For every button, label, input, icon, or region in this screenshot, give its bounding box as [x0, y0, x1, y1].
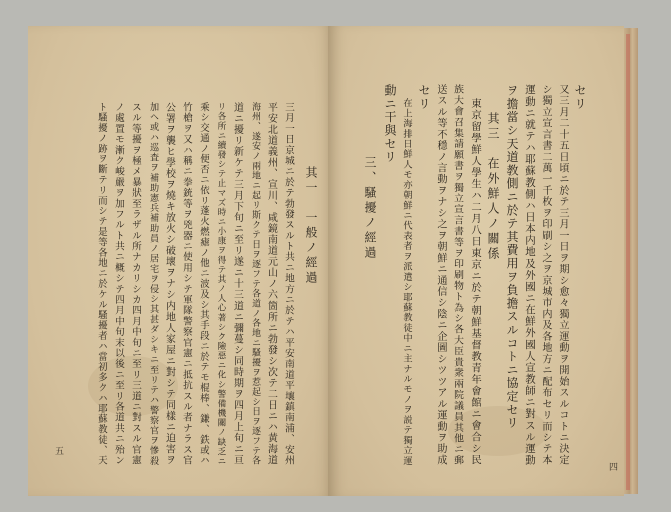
text-column: 竹槍ヲ又ハ稱ニ拳銃等ヲ兇器ニ使用シテ軍隊警察官憲ニ抵抗スル者ナラス官 — [181, 102, 192, 466]
left-page-number: 五 — [53, 446, 63, 455]
text-column: ヲ擔當シ天道教側ニ於テ其費用ヲ負擔スルコトニ協定セリ — [505, 84, 519, 430]
section-heading: 其三 在外鮮人ノ關係 — [486, 112, 500, 262]
text-column: 運動ニ就テハ耶蘇教側ハ日本内地及外國ニ在鮮外國人宣教師ニ對スル運動 — [523, 84, 535, 466]
text-column: セリ — [573, 84, 587, 111]
right-page-number: 四 — [607, 462, 617, 471]
text-column: ノ處置モ漸ク峻嚴ヲ加フルト共ニ概シテ四月中旬末以後ニ至リ各道共ニ殆ン — [113, 102, 124, 466]
text-column: 又三月二十五日頃ニ於テ三月一日ヲ期シ愈々獨立運動ヲ開始スルコトニ決定 — [557, 84, 568, 466]
text-column: 族大會召集請願書ヲ獨立宣言書等ヲ印刷物ト為シ各大臣貴衆兩院議員其他ニ郵 — [452, 84, 463, 466]
text-column: ト騷擾ノ跡ヲ斷テリ而シテ是等各地ニ於ケル騷擾者ハ當初多クハ耶蘇教徒、天 — [96, 102, 107, 466]
text-column: 三月一日京城ニ於テ勃發スルト共ニ地方ニ於テハ平安南道平壤鎮南浦、安州 — [283, 102, 294, 466]
text-column: シ獨立宣言書二萬一千枚ヲ印刷シ之ヲ京城市内及各地方ニ配布セリ而シテ本 — [540, 84, 551, 466]
text-column: 海州、遂安ノ兩地ニ起リ斯クテ日ヲ逐フテ各道ノ各地ニ騷擾ヲ惹起シ日ヲ逐フテ各 — [250, 102, 260, 466]
text-column: 在上海排日鮮人モ亦朝鮮ニ代表者ヲ派遣シ耶蘇教徒中ニ主ナルモノヲ説テ獨立運 — [401, 98, 412, 466]
text-column: 東京留學鮮人學生ハ二月八日東京ニ於テ朝鮮基督教青年會館ニ會合シ民 — [469, 98, 481, 466]
text-column: 乘シ交通ノ便否ニ依リ蓬火燃瘧ノ他ニ波及シ其手段ニ於テモ棍棒、鎌、鉄或ハ — [198, 102, 209, 466]
page-edge-mark — [626, 34, 630, 490]
text-column: 道ニ擾リ新ケテ三月下旬ニ至リ遂ニ十三道ニ彌蔓シ同時期ヲ四月上旬ニ亘 — [232, 102, 243, 466]
text-column: 動ニ干與セリ — [383, 84, 397, 164]
text-column: 加ヘ或ハ巡査ヲ補助憲兵補助員ノ居宅ヲ侵シ其甚ダシキニ至リテハ警察官ヲ慘殺 — [148, 102, 158, 466]
text-column: 平安北道義州、宣川、咸鏡南道元山ノ六箇所ニ勃發シ次テ二日ニハ黄海道 — [266, 102, 277, 466]
text-column: リ各所ニ續發シテ止マズ時ニ小康ヲ得テ其ノ人心著シク險惡ニ化シ警備機關ノ缺乏ニ — [216, 102, 226, 466]
book-spread — [28, 26, 640, 496]
section-heading: 三、騷擾ノ經過 — [363, 156, 377, 261]
section-heading: 其一 一般ノ經過 — [304, 166, 318, 286]
text-column: スル等擾ヲ極メ暴狀至ラザル所ナカリシカ四月中旬ニ至リ三道ニ對スル官憲 — [130, 102, 141, 466]
text-column: 送スル等不穩ノ言動ヲナシ之ヲ朝鮮ニ通信シ陰ニ企圖シツツアル運動ヲ助成 — [435, 84, 446, 466]
text-column: 公署ヲ襲ヒ學校ヲ燒キ放火シ破壞ヲナシ内地人家屋ニ對シテ同樣ニ迫害ヲ — [164, 102, 175, 466]
text-column: セリ — [417, 84, 431, 111]
